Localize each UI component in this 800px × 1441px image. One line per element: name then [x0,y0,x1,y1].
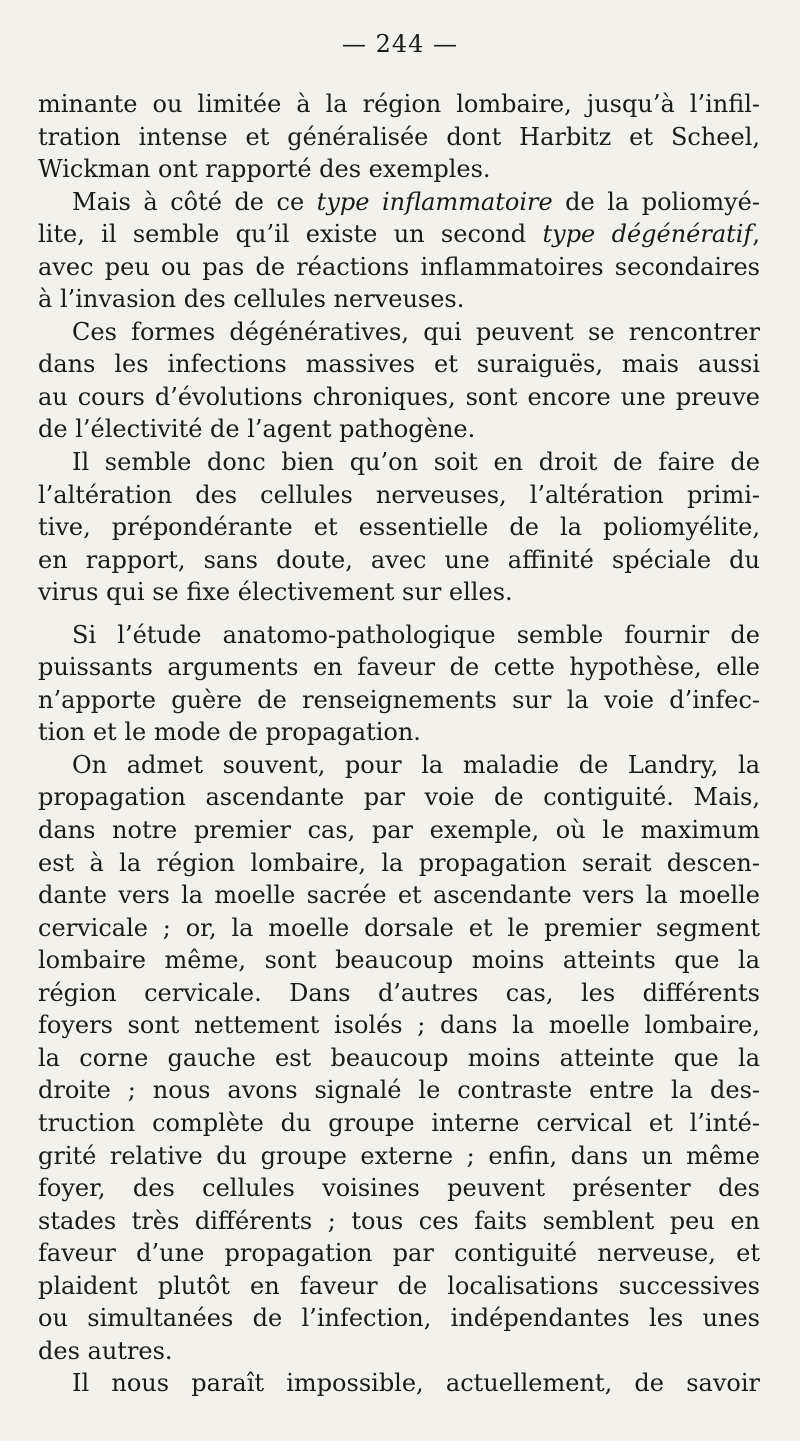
text-line: tive, prépondérante et essentielle de la poliomyélite, [38,513,760,542]
text-line: On admet souvent, pour la maladie de Landry, la [72,750,760,779]
text-line: n’apporte guère de renseignements sur la voie d’infec- [38,685,760,714]
text-line: dans notre premier cas, par exemple, où le maximum [38,816,760,845]
text-run: Mais à côté de ce [72,187,317,216]
text-line: faveur d’une propagation par contiguité nerveuse, et [38,1239,760,1268]
text-line: à l’invasion des cellules nerveuses. [38,285,465,314]
text-line: est à la région lombaire, la propagation serait descen- [38,848,760,877]
text-line [38,186,760,219]
text-line: stades très différents ; tous ces faits semblent peu en [38,1206,760,1235]
text-line: lombaire même, sont beaucoup moins atteints que la [38,946,760,975]
text-line: Ces formes dégénératives, qui peuvent se rencontrer [72,317,760,346]
text-line: en rapport, sans doute, avec une affinité spéciale du [38,545,760,574]
text-line: des autres. [38,1336,173,1365]
page-number: — 244 — [341,30,459,58]
text-line: cervicale ; or, la moelle dorsale et le premier segment [38,913,760,942]
text-line: droite ; nous avons signalé le contraste entre la des- [38,1076,760,1105]
text-line: avec peu ou pas de réactions inflammatoires secondaires [38,252,760,281]
text-line: minante ou limitée à la région lombaire, jusqu’à l’infil- [38,90,760,118]
text-line: virus qui se fixe électivement sur elles. [38,578,513,607]
italic-text: type inflammatoire [316,187,553,216]
text-line: Il semble donc bien qu’on soit en droit de faire de [72,448,760,477]
text-line: dans les infections massives et suraiguës, mais aussi [38,350,760,379]
text-line: Si l’étude anatomo-pathologique semble fournir de [72,620,760,649]
text-line: plaident plutôt en faveur de localisations successives [38,1271,760,1300]
text-run: , [752,220,760,249]
text-line [38,218,760,251]
text-line: au cours d’évolutions chroniques, sont encore une preuve [38,382,760,411]
text-line: truction complète du groupe interne cervical et l’inté- [38,1108,760,1137]
body-text [38,88,760,1400]
text-line: ou simultanées de l’infection, indépendantes les unes [38,1304,760,1333]
text-line: tration intense et généralisée dont Harbitz et Scheel, [38,122,760,151]
text-line: puissants arguments en faveur de cette hypothèse, elle [38,653,760,682]
text-run: lite, il semble qu’il existe un second [38,220,543,249]
text-line: dante vers la moelle sacrée et ascendante vers la moelle [38,881,760,910]
text-line: foyers sont nettement isolés ; dans la moelle lombaire, [38,1011,760,1040]
text-line: la corne gauche est beaucoup moins atteinte que la [38,1043,760,1072]
text-run: de la poliomyé- [552,187,760,216]
text-line: foyer, des cellules voisines peuvent présenter des [38,1174,760,1203]
italic-text: type dégénératif [542,220,753,249]
text-line: Wickman ont rapporté des exemples. [38,155,491,184]
text-line: propagation ascendante par voie de contiguité. Mais, [38,783,760,812]
text-line: grité relative du groupe externe ; enfin, dans un même [38,1141,760,1170]
text-line: région cervicale. Dans d’autres cas, les différents [38,978,760,1007]
text-line: l’altération des cellules nerveuses, l’altération primi- [38,480,760,509]
text-line: de l’électivité de l’agent pathogène. [38,415,476,444]
text-line: Il nous paraît impossible, actuellement, de savoir [72,1369,760,1398]
text-line: tion et le mode de propagation. [38,718,421,747]
